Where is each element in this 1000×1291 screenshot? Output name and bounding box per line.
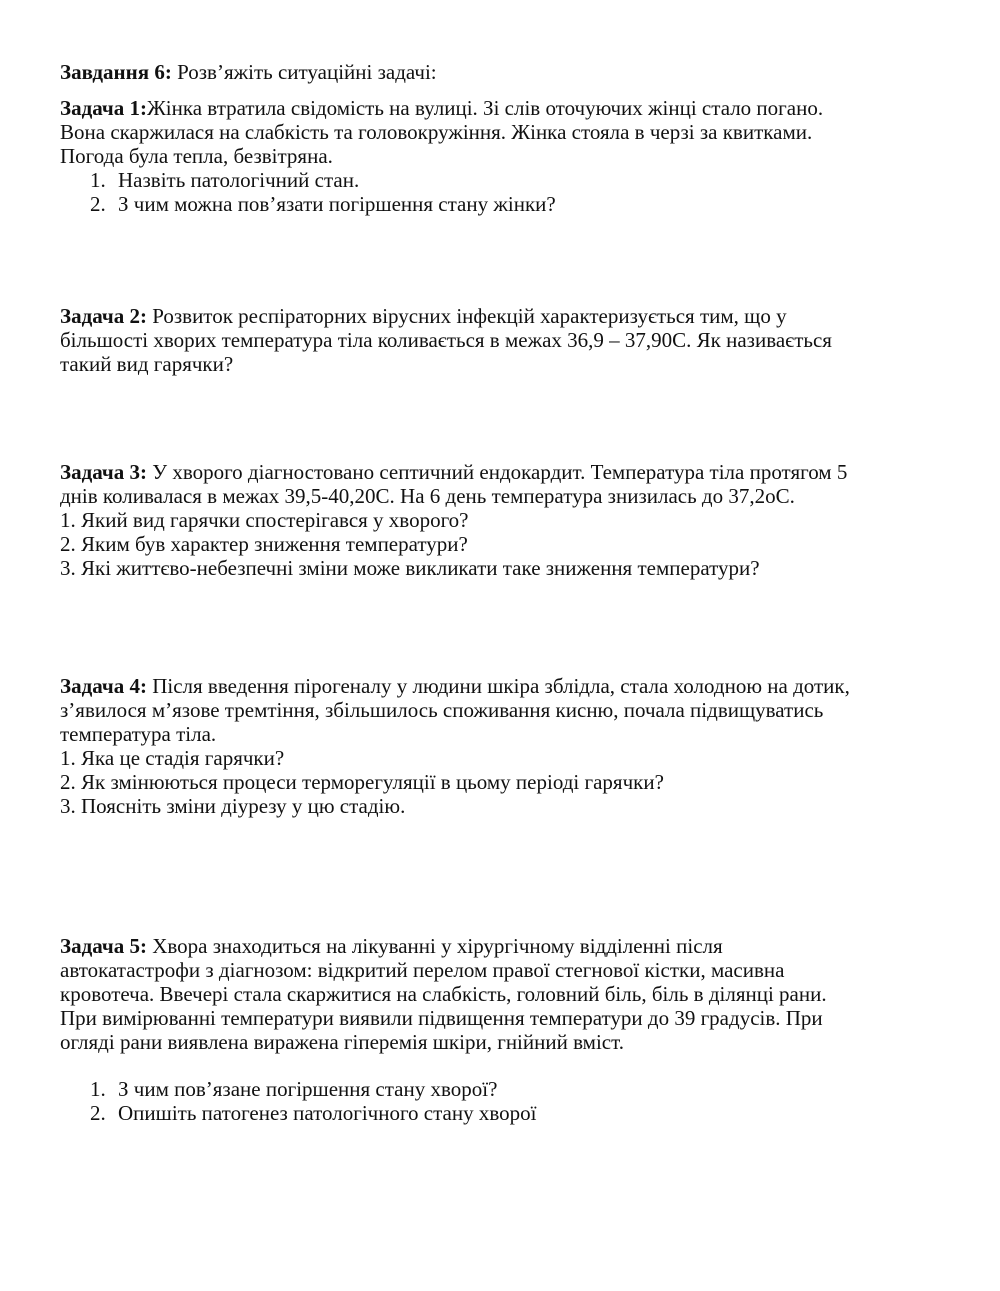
- task-3-text-line: днів коливалася в межах 39,5-40,20С. На 6 день температура знизилась до 37,2оС.: [60, 484, 795, 508]
- task-1-question: [60, 168, 940, 192]
- question-text: Назвіть патологічний стан.: [118, 168, 360, 192]
- task-5-question: [60, 1077, 940, 1101]
- question-text: Опишіть патогенез патологічного стану хворої: [118, 1101, 537, 1125]
- task-2-label: Задача 2:: [60, 304, 147, 328]
- task-5-label: Задача 5:: [60, 934, 147, 958]
- task-5-question: [60, 1101, 940, 1125]
- task-4-text-line: температура тіла.: [60, 722, 217, 746]
- task-5-text-line: автокатастрофи з діагнозом: відкритий перелом правої стегнової кістки, масивна: [60, 958, 785, 982]
- task-4-question: 1. Яка це стадія гарячки?: [60, 746, 285, 770]
- task-5-text-line: При вимірюванні температури виявили підвищення температури до 39 градусів. При: [60, 1006, 823, 1030]
- task-4-question: 3. Поясніть зміни діурезу у цю стадію.: [60, 794, 406, 818]
- task-1-question: [60, 192, 940, 216]
- assignment-header: [60, 60, 940, 84]
- task-2-text-line: Розвиток респіраторних вірусних інфекцій характеризується тим, що у: [146, 304, 787, 328]
- question-number: 2.: [90, 192, 106, 216]
- task-1-text-line: Погода була тепла, безвітряна.: [60, 144, 333, 168]
- task-3-text-line: У хворого діагностовано септичний ендокардит. Температура тіла протягом 5: [146, 460, 848, 484]
- task-5-questions: [60, 1077, 940, 1125]
- task-5-text-line: кровотеча. Ввечері стала скаржитися на слабкість, головний біль, біль в ділянці рани.: [60, 982, 827, 1006]
- task-3-question: 2. Яким був характер зниження температури?: [60, 532, 468, 556]
- assignment-label: Завдання 6:: [60, 60, 172, 84]
- task-4-label: Задача 4:: [60, 674, 147, 698]
- task-3-question: 3. Які життєво-небезпечні зміни може викликати таке зниження температури?: [60, 556, 760, 580]
- task-2-text-line: такий вид гарячки?: [60, 352, 234, 376]
- task-1-text-line: Жінка втратила свідомість на вулиці. Зі слів оточуючих жінці стало погано.: [146, 96, 824, 120]
- question-number: 2.: [90, 1101, 106, 1125]
- task-5-text-line: огляді рани виявлена виражена гіперемія шкіри, гнійний вміст.: [60, 1030, 624, 1054]
- task-5-text-line: Хвора знаходиться на лікуванні у хірургічному відділенні після: [146, 934, 723, 958]
- task-2: [60, 304, 940, 376]
- question-number: 1.: [90, 168, 106, 192]
- task-2-text-line: більшості хворих температура тіла коливається в межах 36,9 – 37,90С. Як називається: [60, 328, 832, 352]
- task-3-label: Задача 3:: [60, 460, 147, 484]
- task-1-label: Задача 1:: [60, 96, 147, 120]
- task-3: [60, 460, 940, 580]
- task-4: [60, 674, 940, 818]
- task-4-text-line: Після введення пірогеналу у людини шкіра зблідла, стала холодною на дотик,: [146, 674, 850, 698]
- task-4-question: 2. Як змінюються процеси терморегуляції в цьому періоді гарячки?: [60, 770, 664, 794]
- question-text: З чим можна пов’язати погіршення стану жінки?: [118, 192, 556, 216]
- question-number: 1.: [90, 1077, 106, 1101]
- assignment-instruction: Розв’яжіть ситуаційні задачі:: [171, 60, 437, 84]
- question-text: З чим пов’язане погіршення стану хворої?: [118, 1077, 498, 1101]
- task-4-text-line: з’явилося м’язове тремтіння, збільшилось споживання кисню, почала підвищуватись: [60, 698, 824, 722]
- task-3-question: 1. Який вид гарячки спостерігався у хворого?: [60, 508, 469, 532]
- task-5: [60, 934, 940, 1054]
- task-1-text-line: Вона скаржилася на слабкість та головокружіння. Жінка стояла в черзі за квитками.: [60, 120, 813, 144]
- task-1: [60, 96, 940, 216]
